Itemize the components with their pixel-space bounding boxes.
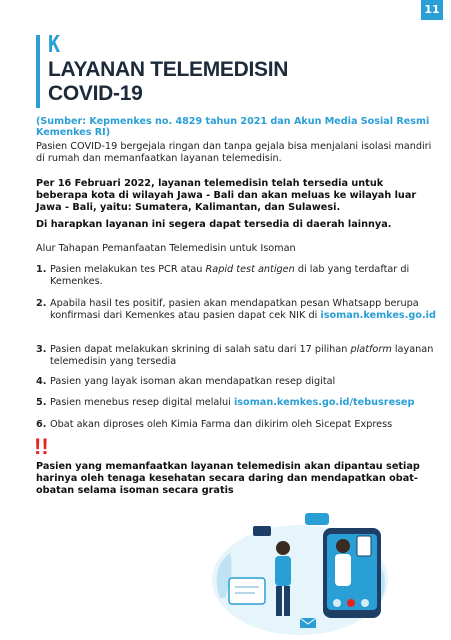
step-number: 6. [36,419,47,430]
page-title [48,58,308,106]
doctor-head [336,539,350,553]
document-card [229,578,265,604]
step-number: 2. [36,298,47,309]
step-number: 3. [36,344,47,355]
tebus-resep-link[interactable]: isoman.kemkes.go.id/tebusresep [233,397,415,408]
title-line-1: LAYANAN TELEMEDISIN [48,58,289,81]
step-text: Apabila hasil tes positif, pasien akan mendapatkan pesan Whatsapp berupa konfirmasi dari Kemenkes atau pasien dapat cek NIK di [50,298,419,321]
isoman-link[interactable]: isoman.kemkes.go.id [320,310,436,321]
video-icon-bubble [305,513,329,525]
doctor-coat [335,554,351,586]
flow-title: Alur Tahapan Pemanfaatan Telemedisin untuk Isoman [36,243,296,254]
intro-paragraph: Pasien COVID-19 bergejala ringan dan tanpa gejala bisa menjalani isolasi mandiri di rumah dan memanfaatkan layanan telemedisin. [36,141,432,164]
telemedicine-illustration [205,508,395,638]
step-emphasis: platform [350,344,392,355]
availability-paragraph: Per 16 Februari 2022, layanan telemedisin telah tersedia untuk beberapa kota di wilayah Jawa - Bali dan akan meluas ke wilayah luar Jawa - Bali, yaitu: Sumatera, Kalimantan, dan Sulawesi. [36,178,417,213]
title-line-2: COVID-19 [48,82,143,105]
alert-mark: !! [34,434,49,459]
hope-paragraph: Di harapkan layanan ini segera dapat tersedia di daerah lainnya. [36,219,392,230]
step-number: 5. [36,397,47,408]
title-accent-bar [36,35,40,108]
step-number: 1. [36,264,47,275]
step-text: Pasien menebus resep digital melalui [50,397,234,408]
step-text-end: di lab yang terdaftar di Kemenkes. [50,264,410,287]
step-text: Pasien melakukan tes PCR atau [50,264,206,275]
step-text: Pasien dapat melakukan skrining di salah satu dari 17 pilihan [50,344,351,355]
source-citation: (Sumber: Kepmenkes no. 4829 tahun 2021 dan Akun Media Sosial Resmi Kemenkes RI) [36,116,430,138]
page-number: 11 [421,0,443,20]
step-emphasis: Rapid test antigen [205,264,295,275]
step-text-end: layanan telemedisin yang tersedia [50,344,434,367]
step-text: Pasien yang layak isoman akan mendapatkan resep digital [50,376,336,387]
chat-bubble [253,526,271,536]
patient-body [275,556,291,586]
step-text: Obat akan diproses oleh Kimia Farma dan dikirim oleh Sicepat Express [50,419,393,430]
patient-head [276,541,290,555]
step-number: 4. [36,376,47,387]
closing-note: Pasien yang memanfaatkan layanan telemedisin akan dipantau setiap harinya oleh tenaga kesehatan secara daring dan mendapatkan obat-obatan selama isoman secara gratis [36,461,420,496]
section-letter: K [48,30,61,58]
clipboard [357,536,371,556]
